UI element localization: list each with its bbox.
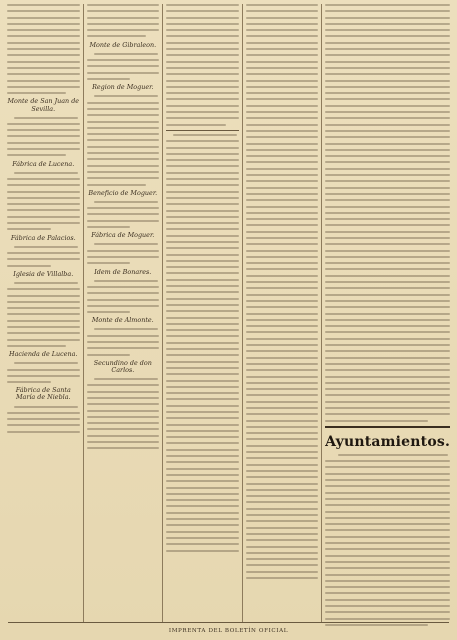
divider: [166, 130, 239, 131]
section-heading: Idem de Bonares.: [94, 267, 152, 276]
column-3: [163, 4, 243, 622]
column-1: [4, 4, 84, 622]
divider: [325, 426, 450, 428]
imprint-footer: IMPRENTA DEL BOLETÍN OFICIAL: [8, 622, 449, 639]
section-heading: Fábrica de Santa María de Niebla.: [15, 386, 71, 402]
section-heading: Secundino de don Carlos.: [93, 358, 152, 374]
section-heading: Hacienda de Lucena.: [9, 350, 78, 359]
section-heading: Monte de San Juan de Sevilla.: [7, 97, 80, 113]
section-heading: Fábrica de Palacios.: [10, 233, 76, 242]
section-heading: Fábrica de Moguer.: [91, 231, 155, 240]
section-heading: Iglesia de Villalba.: [13, 269, 74, 278]
section-heading: Monte de Gibraleon.: [89, 40, 157, 49]
page-columns: [4, 4, 453, 622]
ayuntamientos-heading: Ayuntamientos.: [325, 433, 451, 450]
column-5: [322, 4, 453, 622]
section-heading: Region de Moguer.: [92, 83, 154, 92]
section-heading: Fábrica de Lucena.: [12, 159, 75, 168]
column-4: [243, 4, 323, 622]
section-heading: Beneficio de Moguer.: [88, 188, 158, 197]
section-heading: Monte de Almonte.: [91, 316, 154, 325]
column-2: [84, 4, 164, 622]
